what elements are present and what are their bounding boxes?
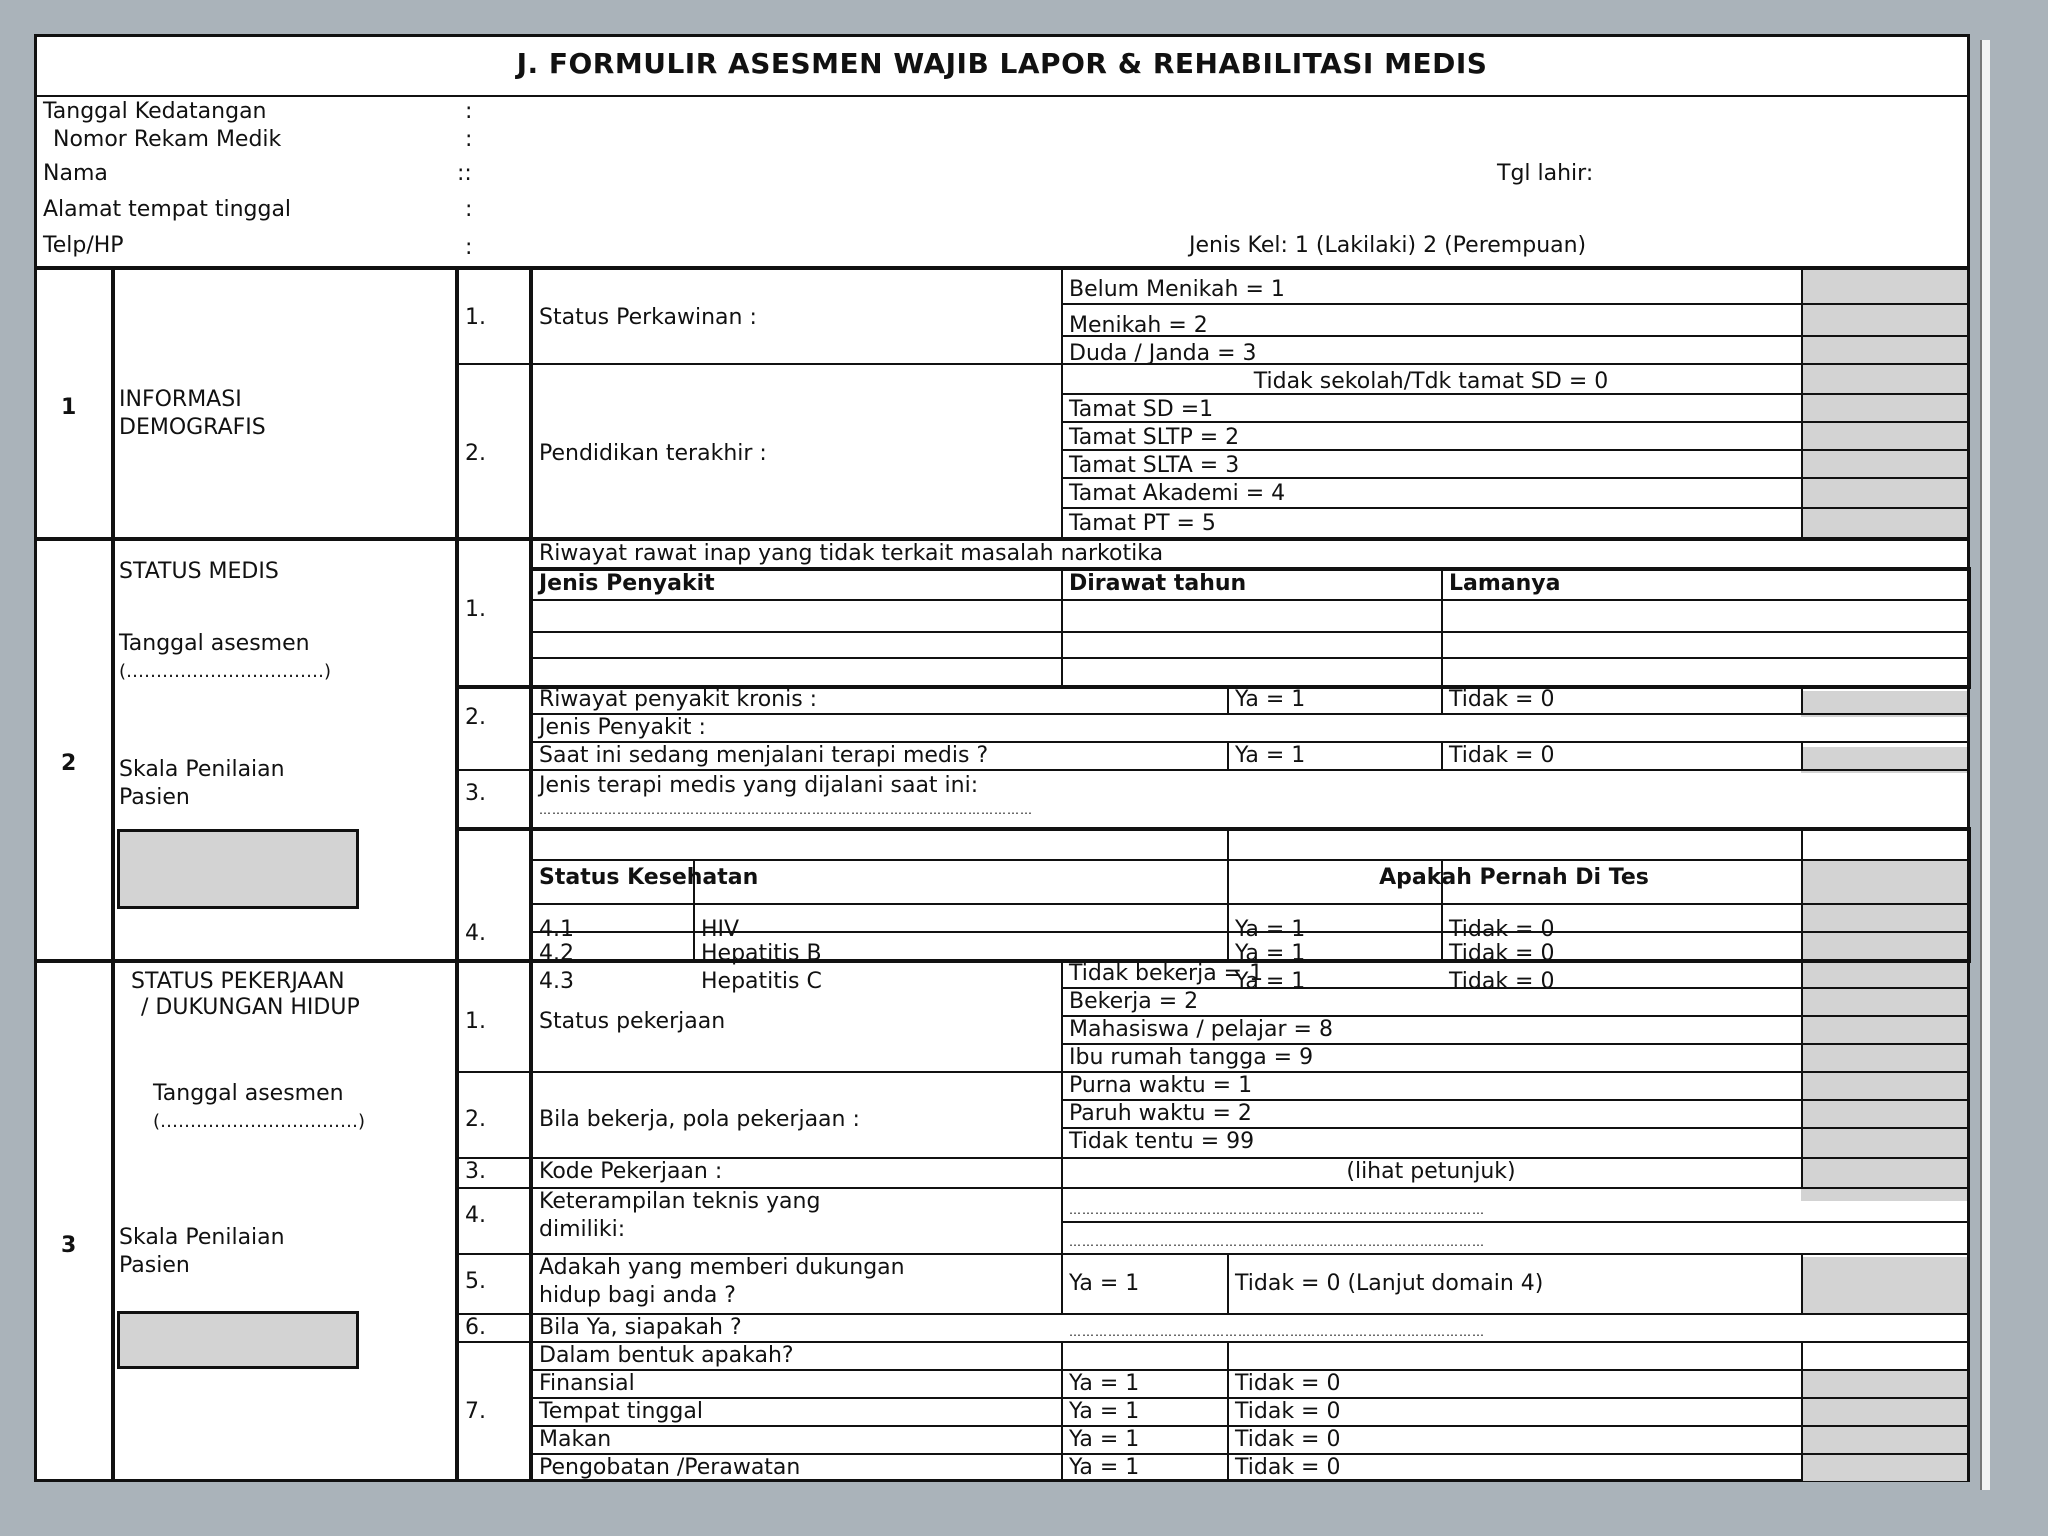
s3-option: Mahasiswa / pelajar = 8 [1069,1017,1333,1042]
s3-item4-label-line2: dimiliki: [539,1217,626,1242]
section-3-skala-line1: Skala Penilaian [119,1225,285,1250]
s2-health-tidak: Tidak = 0 [1449,917,1555,942]
section-3-tanggal-blank: (……………………………) [153,1111,366,1132]
s3-item7-number: 7. [465,1399,486,1424]
s1-option: Tamat PT = 5 [1069,511,1216,536]
s2-item3-dots: …………………………………………………………………………………………………… [539,803,1033,817]
s3-option: Ibu rumah tangga = 9 [1069,1045,1314,1070]
s3-support-tidak: Tidak = 0 [1235,1455,1341,1480]
s2-health-code: 4.2 [539,941,574,966]
s1-option: Tamat SLTA = 3 [1069,453,1240,478]
field-sep: :: [457,161,472,186]
s1-option: Menikah = 2 [1069,313,1208,338]
s1-item2-number: 2. [465,441,486,466]
s3-support-name: Finansial [539,1371,635,1396]
s3-support-name: Makan [539,1427,612,1452]
section-2-tanggal-label: Tanggal asesmen [119,631,310,656]
s3-item6-label: Bila Ya, siapakah ? [539,1315,742,1340]
s3-support-ya: Ya = 1 [1069,1399,1140,1424]
s3-option: Paruh waktu = 2 [1069,1101,1252,1126]
s2-item2-ya: Ya = 1 [1235,687,1306,712]
s2-item2-number: 2. [465,705,486,730]
s2-health-ya: Ya = 1 [1235,969,1306,994]
section-1-title-line2: DEMOGRAFIS [119,415,266,440]
page-shadow-edge [1980,40,1990,1490]
s1-item1-number: 1. [465,305,486,330]
s3-option: Purna waktu = 1 [1069,1073,1253,1098]
s2-header-lamanya: Lamanya [1449,571,1561,596]
s3-item3-hint: (lihat petunjuk) [1346,1159,1516,1184]
field-tanggal-kedatangan-label: Tanggal Kedatangan [43,99,267,124]
s2-item3-label: Saat ini sedang menjalani terapi medis ? [539,743,989,768]
s3-item4-label-line1: Keterampilan teknis yang [539,1189,821,1214]
s3-support-ya: Ya = 1 [1069,1371,1140,1396]
section-3-skala-line2: Pasien [119,1253,190,1278]
field-sep: : [465,197,473,222]
s2-item2-tidak: Tidak = 0 [1449,687,1555,712]
s2-header-jenis-penyakit: Jenis Penyakit [539,571,715,596]
s2-header-apakah-pernah-di-tes: Apakah Pernah Di Tes [1379,865,1649,890]
s2-health-code: 4.3 [539,969,574,994]
s1-option: Tamat Akademi = 4 [1069,481,1286,506]
s2-health-tidak: Tidak = 0 [1449,969,1555,994]
section-1-number: 1 [61,395,77,420]
s2-item2-label: Riwayat penyakit kronis : [539,687,818,712]
form-page [34,34,1970,1482]
s3-item3-number: 3. [465,1159,486,1184]
s3-item1-label: Status pekerjaan [539,1009,726,1034]
field-alamat-label: Alamat tempat tinggal [43,197,292,222]
section-2-number: 2 [61,751,77,776]
section-2-title: STATUS MEDIS [119,559,279,584]
s3-support-tidak: Tidak = 0 [1235,1371,1341,1396]
s1-option: Duda / Janda = 3 [1069,341,1257,366]
section-2-tanggal-blank: (……………………………) [119,661,332,682]
tgl-lahir-label: Tgl lahir: [1497,161,1594,186]
s1-option: Tamat SLTP = 2 [1069,425,1240,450]
s2-item3-jenis: Jenis terapi medis yang dijalani saat ini: [539,773,979,798]
s2-header-dirawat-tahun: Dirawat tahun [1069,571,1247,596]
s3-item2-label: Bila bekerja, pola pekerjaan : [539,1107,860,1132]
s2-health-ya: Ya = 1 [1235,941,1306,966]
field-sep: : [465,235,473,260]
s2-health-name: Hepatitis C [701,969,822,994]
s3-support-name: Tempat tinggal [539,1399,703,1424]
section-3-number: 3 [61,1233,77,1258]
s2-header-status-kesehatan: Status Kesehatan [539,865,759,890]
s3-item5-label-line1: Adakah yang memberi dukungan [539,1255,905,1280]
section-2-skala-box[interactable] [117,829,359,909]
field-nama-label: Nama [43,161,108,186]
jenis-kelamin-label: Jenis Kel: 1 (Lakilaki) 2 (Perempuan) [1189,233,1587,258]
s2-item3-number: 3. [465,781,486,806]
s3-support-tidak: Tidak = 0 [1235,1399,1341,1424]
s3-item2-number: 2. [465,1107,486,1132]
section-3-tanggal-label: Tanggal asesmen [153,1081,344,1106]
form-title: J. FORMULIR ASESMEN WAJIB LAPOR & REHABILITASI MEDIS [516,47,1488,80]
s1-item1-label: Status Perkawinan : [539,305,757,330]
s2-health-ya: Ya = 1 [1235,917,1306,942]
s2-health-code: 4.1 [539,917,574,942]
s3-item5-label-line2: hidup bagi anda ? [539,1283,736,1308]
section-3-title-line1: STATUS PEKERJAAN [131,969,345,994]
section-3-skala-box[interactable] [117,1311,359,1369]
s3-item3-label: Kode Pekerjaan : [539,1159,723,1184]
field-sep: : [465,99,473,124]
field-sep: : [465,127,473,152]
section-3-title-line2: / DUKUNGAN HIDUP [141,995,360,1020]
s3-item6-number: 6. [465,1315,486,1340]
field-telp-label: Telp/HP [43,233,124,258]
s3-item5-number: 5. [465,1269,486,1294]
s3-support-name: Pengobatan /Perawatan [539,1455,801,1480]
s2-health-tidak: Tidak = 0 [1449,941,1555,966]
section-1-title-line1: INFORMASI [119,387,242,412]
s3-item4-dots1: …………………………………………………………………………………… [1069,1203,1485,1217]
s3-item5-tidak: Tidak = 0 (Lanjut domain 4) [1235,1271,1544,1296]
s2-health-name: Hepatitis B [701,941,822,966]
s1-option: Belum Menikah = 1 [1069,277,1285,302]
field-nomor-rekam-medik-label: Nomor Rekam Medik [53,127,282,152]
s2-item4-number: 4. [465,921,486,946]
s3-support-ya: Ya = 1 [1069,1455,1140,1480]
s2-item2-jenis: Jenis Penyakit : [539,715,706,740]
s3-option: Tidak tentu = 99 [1069,1129,1255,1154]
s3-support-tidak: Tidak = 0 [1235,1427,1341,1452]
s3-item1-number: 1. [465,1009,486,1034]
s3-support-ya: Ya = 1 [1069,1427,1140,1452]
s3-option: Bekerja = 2 [1069,989,1199,1014]
s3-item4-number: 4. [465,1203,486,1228]
s3-item4-dots2: …………………………………………………………………………………… [1069,1235,1485,1249]
s1-option: Tamat SD =1 [1069,397,1214,422]
s2-item1-label: Riwayat rawat inap yang tidak terkait masalah narkotika [539,541,1164,566]
s2-item3-ya: Ya = 1 [1235,743,1306,768]
s3-item7-label: Dalam bentuk apakah? [539,1343,794,1368]
s3-option: Tidak bekerja = 1 [1069,961,1264,986]
s2-health-name: HIV [701,917,740,942]
s1-item2-label: Pendidikan terakhir : [539,441,767,466]
s2-item3-tidak: Tidak = 0 [1449,743,1555,768]
s2-item1-number: 1. [465,597,486,622]
s3-item6-dots: …………………………………………………………………………………… [1069,1325,1485,1339]
section-2-skala-line2: Pasien [119,785,190,810]
s1-option: Tidak sekolah/Tdk tamat SD = 0 [1253,369,1609,394]
section-2-skala-line1: Skala Penilaian [119,757,285,782]
s3-item5-ya: Ya = 1 [1069,1271,1140,1296]
